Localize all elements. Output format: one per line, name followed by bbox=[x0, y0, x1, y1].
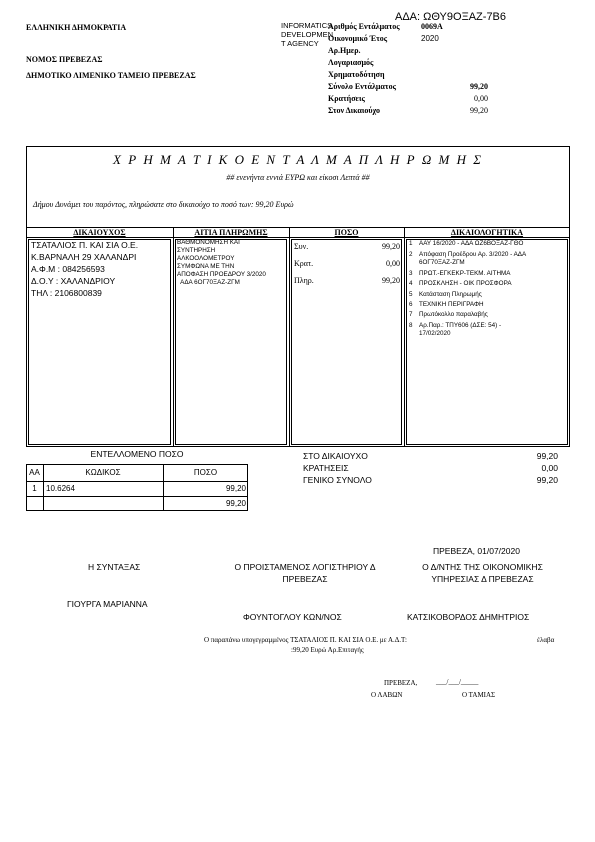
ordered-row-aa: 1 bbox=[32, 484, 37, 493]
document-item: ΠΡΩΤ.-ΕΓΚΕΚΡ-ΤΕΚΜ. ΑΙΤΗΜΑ bbox=[419, 270, 511, 277]
document-item: ΤΕΧΝΙΚΗ ΠΕΡΙΓΡΑΦΗ bbox=[419, 301, 484, 308]
header-reason: ΑΙΤΙΑ ΠΛΗΡΩΜΗΣ bbox=[194, 228, 268, 237]
director-name: ΚΑΤΣΙΚΟΒΟΡΔΟΣ ΔΗΜΗΤΡΙΟΣ bbox=[407, 612, 530, 622]
receiver-label: Ο ΛΑΒΩΝ bbox=[371, 691, 403, 699]
entalma-number-label: Αριθμός Εντάλματος bbox=[328, 22, 400, 31]
amount-net-value: 99,20 bbox=[382, 276, 400, 285]
document-number: 4 bbox=[409, 280, 413, 287]
accounting-name: ΦΟΥΝΤΟΓΛΟΥ ΚΩΝ/ΝΟΣ bbox=[243, 612, 342, 622]
withholdings-value: 0,00 bbox=[474, 94, 488, 103]
reason-line: ΑΔΑ 6ΟΓ70ΞΑΖ-ΖΓΜ bbox=[177, 279, 240, 286]
amount-net-label: Πληρ. bbox=[294, 276, 314, 285]
document-number: 5 bbox=[409, 291, 413, 298]
composer-title: Η ΣΥΝΤΑΞΑΣ bbox=[88, 562, 141, 572]
accounting-title-line-1: Ο ΠΡΟΙΣΤΑΜΕΝΟΣ ΛΟΓΙΣΤΗΡΙΟΥ Δ bbox=[234, 562, 376, 572]
amount-gross-value: 99,20 bbox=[382, 242, 400, 251]
beneficiary-phone: ΤΗΛ : 2106800839 bbox=[31, 288, 102, 298]
fiscal-year-label: Οικονομικό Έτος bbox=[328, 34, 388, 43]
table-header-rule bbox=[26, 237, 570, 238]
header-amount: ΠΟΣΟ bbox=[334, 228, 359, 237]
total-value: 99,20 bbox=[470, 82, 488, 91]
column-divider-3 bbox=[404, 227, 405, 447]
document-item: Πρωτόκολλο παραλαβής bbox=[419, 311, 488, 318]
document-item: 17/02/2020 bbox=[419, 330, 451, 337]
beneficiary-address: Κ.ΒΑΡΝΑΛΗ 29 ΧΑΛΑΝΔΡΙ bbox=[31, 252, 137, 262]
receipt-date-blank: ___/___/_____ bbox=[436, 678, 479, 686]
amount-cell bbox=[291, 239, 402, 445]
column-divider-2 bbox=[289, 227, 290, 447]
funding-label: Χρηματοδότηση bbox=[328, 70, 385, 79]
composer-name: ΓΙΟΥΡΓΑ ΜΑΡΙΑΝΝΑ bbox=[67, 599, 148, 609]
document-item: Αρ.Παρ.: ΤΠΥ606 (ΔΣΕ: 54) - bbox=[419, 322, 502, 329]
beneficiary-name: ΤΣΑΤΑΛΙΟΣ Π. ΚΑΙ ΣΙΑ Ο.Ε. bbox=[31, 240, 139, 250]
payment-instruction: Δήμου Δυνάμει του παρόντος, πληρώσατε στο δικαιούχο το ποσό των: 99,20 Ευρώ bbox=[33, 200, 294, 209]
beneficiary-tax-office: Δ.Ο.Υ : ΧΑΛΑΝΔΡΙΟΥ bbox=[31, 276, 116, 286]
director-title-line-1: Ο Δ/ΝΤΗΣ ΤΗΣ ΟΙΚΟΝΟΜΙΚΗΣ bbox=[422, 562, 543, 572]
reason-line: ΣΥΝΤΗΡΗΣΗ bbox=[177, 247, 216, 254]
document-item: 6ΟΓ70ΞΑΖ-ΖΓΜ bbox=[419, 259, 465, 266]
ada-code: ΑΔΑ: ΩΘΥ9ΟΞΑΖ-7Β6 bbox=[395, 11, 507, 23]
republic-heading: ΕΛΛΗΝΙΚΗ ΔΗΜΟΚΡΑΤΙΑ bbox=[26, 23, 127, 32]
ordered-header-rule bbox=[26, 481, 248, 482]
amount-gross-label: Συν. bbox=[294, 242, 309, 251]
document-number: 7 bbox=[409, 311, 413, 318]
reason-line: ΣΥΜΦΩΝΑ ΜΕ ΤΗΝ bbox=[177, 263, 235, 270]
document-number: 6 bbox=[409, 301, 413, 308]
ordered-col-aa: ΑΑ bbox=[29, 468, 40, 477]
place-date: ΠΡΕΒΕΖΑ, 01/07/2020 bbox=[433, 546, 520, 556]
amount-in-words: ## ενενήντα εννιά ΕΥΡΩ και είκοσι Λεπτά ## bbox=[226, 173, 370, 182]
receipt-received-word: έλαβα bbox=[537, 636, 555, 644]
ordered-total-amount: 99,20 bbox=[225, 499, 246, 508]
ordered-col-amount: ΠΟΣΟ bbox=[193, 468, 218, 477]
ordered-row-rule bbox=[26, 496, 248, 497]
document-number: 1 bbox=[409, 240, 413, 247]
entry-number-label: Αρ.Ημερ. bbox=[328, 46, 361, 55]
reason-line: ΒΑΘΜΟΝΟΜΗΣΗ ΚΑΙ bbox=[177, 239, 240, 246]
to-beneficiary-label: Στον Δικαιούχο bbox=[328, 106, 380, 115]
receipt-amount: :99,20 Ευρώ Αρ.Επιταγής bbox=[291, 646, 364, 654]
column-divider-1 bbox=[173, 227, 174, 447]
beneficiary-tax-id: Α.Φ.Μ : 084256593 bbox=[31, 264, 105, 274]
reason-line: ΑΛΚΟΟΛΟΜΕΤΡΟΥ bbox=[177, 255, 235, 262]
header-documents: ΔΙΚΑΙΟΛΟΓΗΤΙΚΑ bbox=[450, 228, 524, 237]
ordered-row-amount: 99,20 bbox=[225, 484, 246, 493]
amount-withholding-label: Κρατ. bbox=[294, 259, 314, 268]
entalma-number: 0069Α bbox=[421, 22, 443, 31]
summary-withholdings-label: ΚΡΑΤΗΣΕΙΣ bbox=[303, 463, 349, 473]
document-item: ΑΑΥ 16/2020 - ΑΔΑ ΩΖ6ΒΟΞΑΖ-ΓΘΟ bbox=[419, 240, 524, 247]
reason-line: ΑΠΟΦΑΣΗ ΠΡΟΕΔΡΟΥ 3/2020 bbox=[177, 271, 266, 278]
summary-total-value: 99,20 bbox=[536, 475, 558, 485]
ordered-row-code: 10.6264 bbox=[46, 484, 75, 493]
ordered-amount-title: ΕΝΤΕΛΛΟΜΕΝΟ ΠΟΣΟ bbox=[90, 449, 184, 459]
total-label: Σύνολο Εντάλματος bbox=[328, 82, 396, 91]
authority-heading: ΔΗΜΟΤΙΚΟ ΛΙΜΕΝΙΚΟ ΤΑΜΕΙΟ ΠΡΕΒΕΖΑΣ bbox=[26, 71, 196, 80]
watermark-line-3: T AGENCY bbox=[281, 39, 319, 48]
accounting-title-line-2: ΠΡΕΒΕΖΑΣ bbox=[282, 574, 328, 584]
watermark-line-2: DEVELOPMEN bbox=[281, 30, 334, 39]
document-number: 2 bbox=[409, 251, 413, 258]
document-number: 3 bbox=[409, 270, 413, 277]
fiscal-year: 2020 bbox=[421, 34, 439, 43]
ordered-col-code: ΚΩΔΙΚΟΣ bbox=[85, 468, 121, 477]
summary-withholdings-value: 0,00 bbox=[541, 463, 558, 473]
summary-beneficiary-label: ΣΤΟ ΔΙΚΑΙΟΥΧΟ bbox=[303, 451, 368, 461]
document-item: Απόφαση Προέδρου Αρ. 3/2020 - ΑΔΑ bbox=[419, 251, 527, 258]
document-item: ΠΡΟΣΚΛΗΣΗ - ΟΙΚ ΠΡΟΣΦΟΡΑ bbox=[419, 280, 512, 287]
header-beneficiary: ΔΙΚΑΙΟΥΧΟΣ bbox=[73, 228, 126, 237]
summary-beneficiary-value: 99,20 bbox=[536, 451, 558, 461]
amount-withholding-value: 0,00 bbox=[386, 259, 400, 268]
summary-total-label: ΓΕΝΙΚΟ ΣΥΝΟΛΟ bbox=[303, 475, 372, 485]
document-item: Κατάσταση Πληρωμής bbox=[419, 291, 482, 298]
prefecture-heading: ΝΟΜΟΣ ΠΡΕΒΕΖΑΣ bbox=[26, 55, 103, 64]
director-title-line-2: ΥΠΗΡΕΣΙΑΣ Δ ΠΡΕΒΕΖΑΣ bbox=[431, 574, 534, 584]
receipt-statement: Ο παραπάνω υπογεγραμμένος ΤΣΑΤΑΛΙΟΣ Π. ΚΑΙ ΣΙΑ Ο.Ε. με Α.Δ.Τ: bbox=[204, 636, 407, 644]
to-beneficiary-value: 99,20 bbox=[470, 106, 488, 115]
cashier-label: Ο ΤΑΜΙΑΣ bbox=[462, 691, 496, 699]
ka-label: Λογαριασμός bbox=[328, 58, 374, 67]
document-number: 8 bbox=[409, 322, 413, 329]
withholdings-label: Κρατήσεις bbox=[328, 94, 365, 103]
receipt-place: ΠΡΕΒΕΖΑ, bbox=[384, 679, 418, 687]
document-title: Χ Ρ Η Μ Α Τ Ι Κ Ο Ε Ν Τ Α Λ Μ Α Π Λ Η Ρ Ω Μ Η Σ bbox=[113, 152, 483, 167]
watermark-line-1: INFORMATICS bbox=[281, 21, 333, 30]
